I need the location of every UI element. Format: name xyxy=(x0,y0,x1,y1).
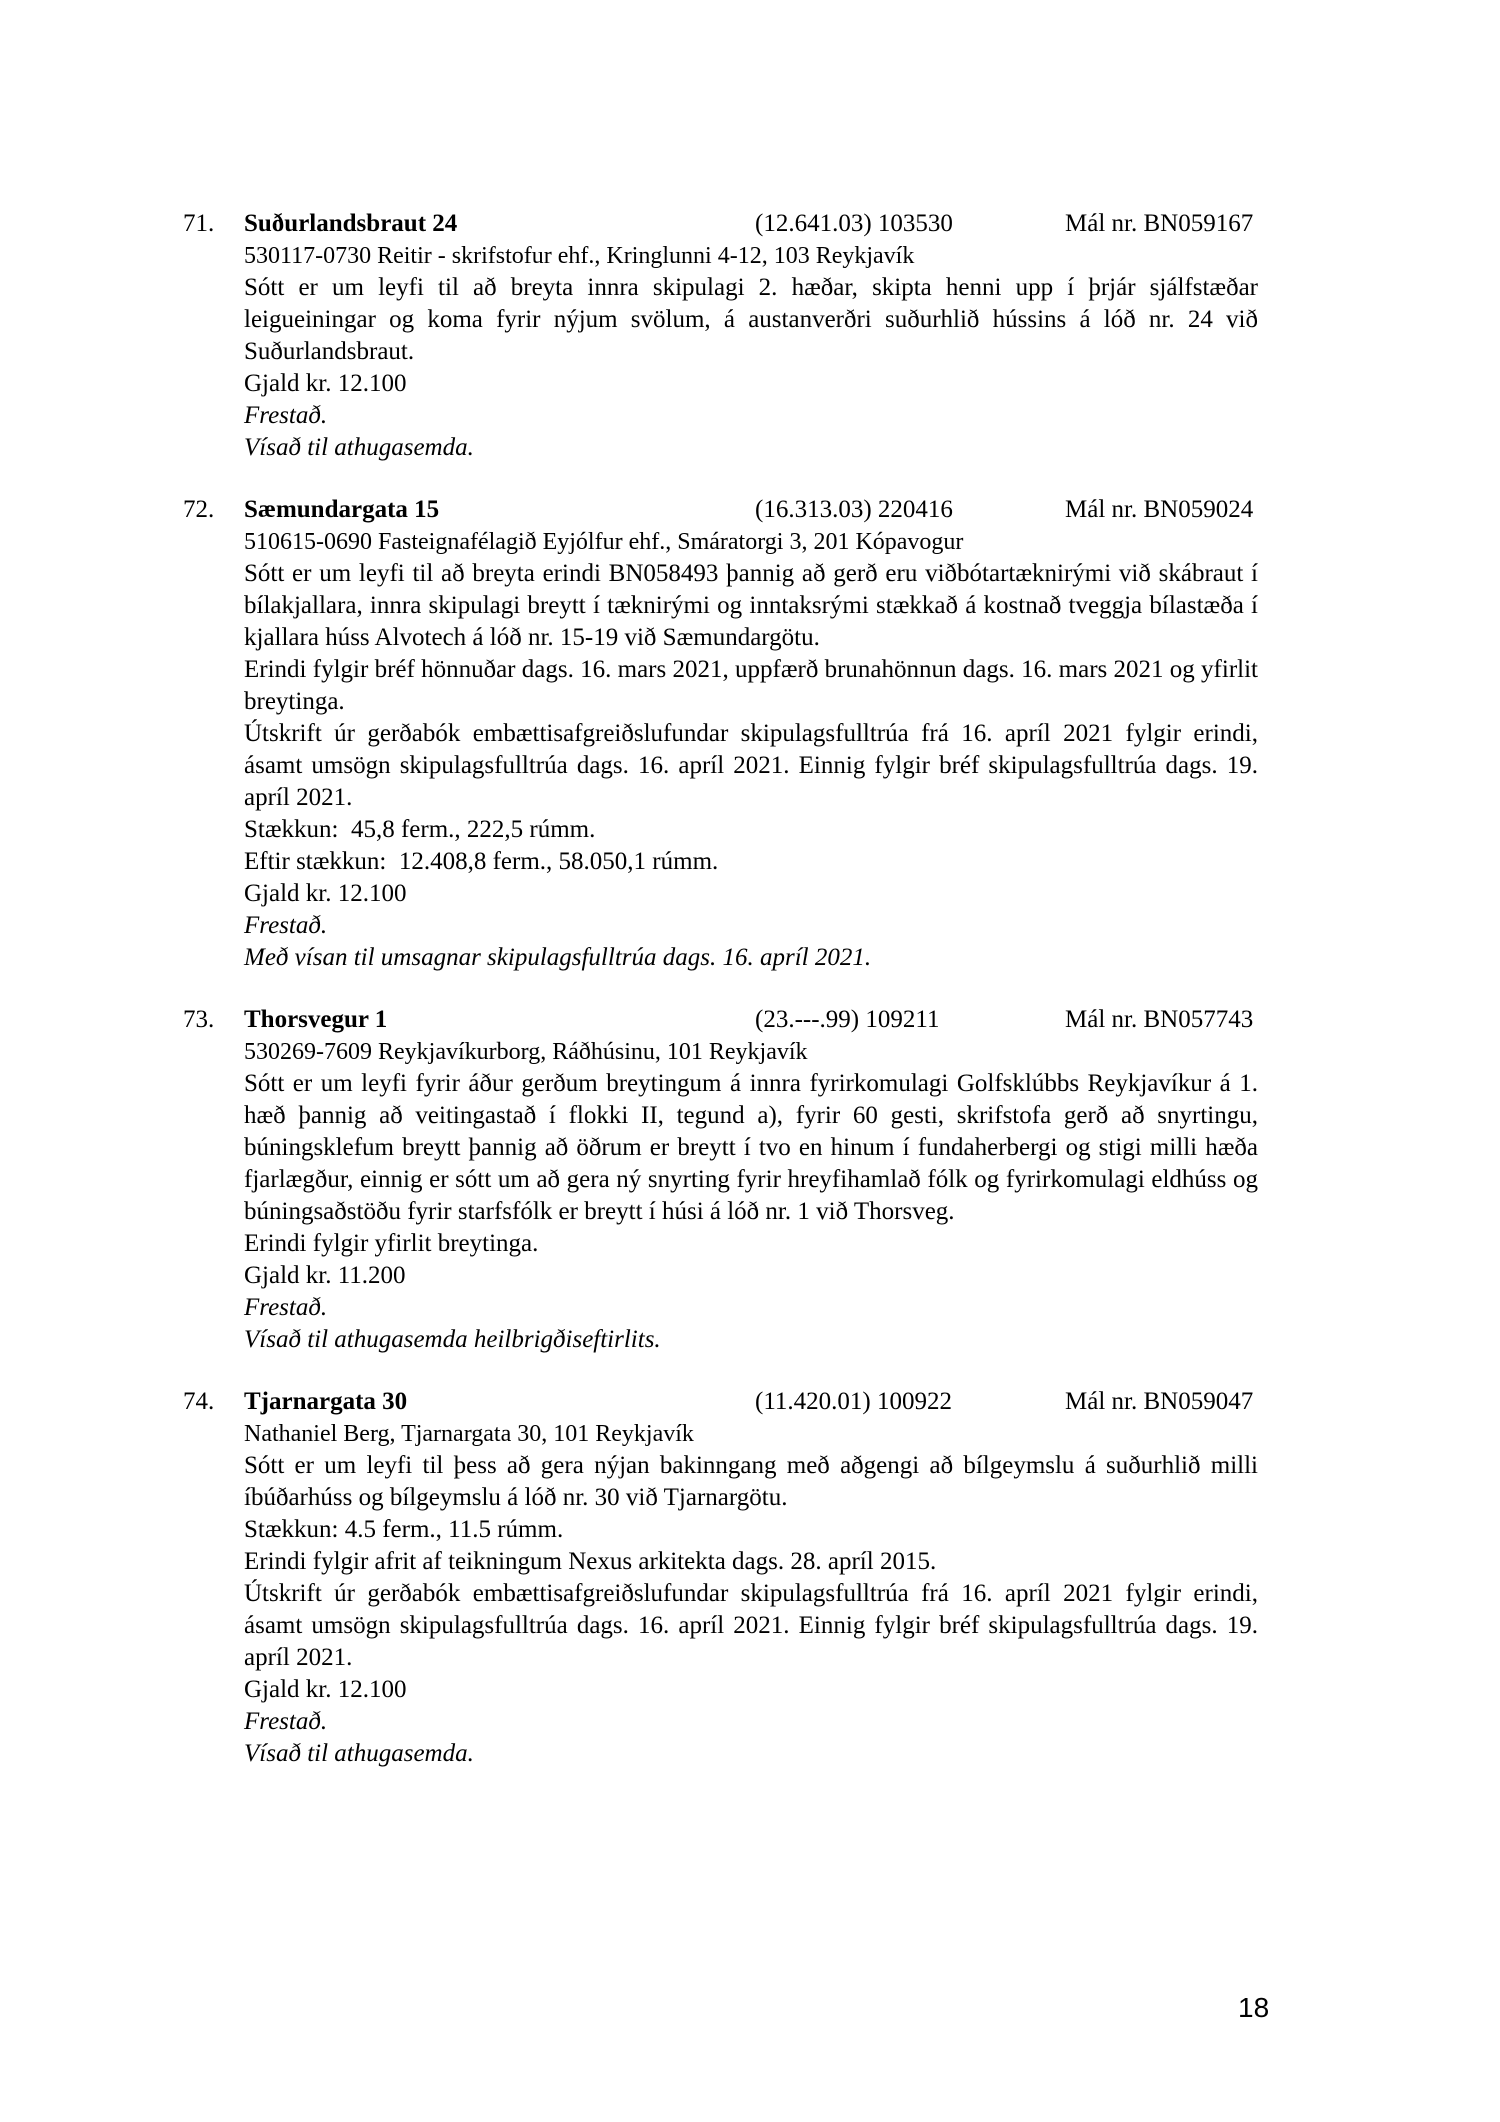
item-header xyxy=(183,494,1272,526)
text-line: Erindi fylgir bréf hönnuðar dags. 16. mars 2021, uppfærð brunahönnun dags. 16. mars 2021 og yfirlit breytinga. xyxy=(244,656,1258,715)
text-line: Stækkun: 45,8 ferm., 222,5 rúmm. xyxy=(244,816,596,843)
text-line: Sótt er um leyfi fyrir áður gerðum breytingum á innra fyrirkomulagi Golfsklúbbs Reykjavíkur á 1. hæð þannig að veitingastað í flokki II, tegund a), fyrir 60 gesti, skrifstofa gerð að snyrtingu, búningsklefum breytt þannig að öðrum er breytt í tvo en hinum í fundaherbergi og stigi milli hæða fjarlægður, einnig er sótt um að gera ný snyrting fyrir hreyfihamlað fólk og fyrirkomulagi eldhúss og búningsaðstöðu fyrir starfsfólk er breytt í húsi á lóð nr. 1 við Thorsveg. xyxy=(244,1070,1258,1225)
text-line: Gjald kr. 12.100 xyxy=(244,1676,407,1703)
status-line: Frestað. xyxy=(244,1294,328,1321)
text-line: Gjald kr. 12.100 xyxy=(244,370,407,397)
item-body xyxy=(244,1450,1258,1770)
text-line: Útskrift úr gerðabók embættisafgreiðslufundar skipulagsfulltrúa frá 16. apríl 2021 fylgir erindi, ásamt umsögn skipulagsfulltrúa dags. 16. apríl 2021. Einnig fylgir bréf skipulagsfulltrúa dags. 19. apríl 2021. xyxy=(244,720,1258,811)
status-line: Vísað til athugasemda. xyxy=(244,1740,474,1767)
status-line: Vísað til athugasemda. xyxy=(244,434,474,461)
status-line: Með vísan til umsagnar skipulagsfulltrúa dags. 16. apríl 2021. xyxy=(244,944,872,971)
item-number: 72. xyxy=(183,496,215,523)
item-property-code: (11.420.01) 100922 xyxy=(755,1388,952,1415)
item-header xyxy=(183,1004,1272,1036)
item-applicant: 530117-0730 Reitir - skrifstofur ehf., Kringlunni 4-12, 103 Reykjavík xyxy=(244,243,915,269)
agenda-item xyxy=(183,494,1272,974)
item-property-code: (16.313.03) 220416 xyxy=(755,496,953,523)
item-applicant: 510615-0690 Fasteignafélagið Eyjólfur ehf., Smáratorgi 3, 201 Kópavogur xyxy=(244,529,964,555)
item-body xyxy=(244,558,1258,974)
text-line: Útskrift úr gerðabók embættisafgreiðslufundar skipulagsfulltrúa frá 16. apríl 2021 fylgir erindi, ásamt umsögn skipulagsfulltrúa dags. 16. apríl 2021. Einnig fylgir bréf skipulagsfulltrúa dags. 19. apríl 2021. xyxy=(244,1580,1258,1671)
item-header xyxy=(183,1386,1272,1418)
item-header xyxy=(183,208,1272,240)
item-address: Sæmundargata 15 xyxy=(244,496,440,523)
item-case-number: Mál nr. BN057743 xyxy=(1065,1006,1254,1033)
item-case-number: Mál nr. BN059047 xyxy=(1065,1388,1254,1415)
item-body xyxy=(244,1068,1258,1356)
item-number: 71. xyxy=(183,210,215,237)
item-address: Suðurlandsbraut 24 xyxy=(244,210,458,237)
text-line: Sótt er um leyfi til þess að gera nýjan bakinngang með aðgengi að bílgeymslu á suðurhlið milli íbúðarhúss og bílgeymslu á lóð nr. 30 við Tjarnargötu. xyxy=(244,1452,1258,1511)
item-case-number: Mál nr. BN059167 xyxy=(1065,210,1254,237)
agenda-item xyxy=(183,1386,1272,1770)
text-line: Gjald kr. 11.200 xyxy=(244,1262,406,1289)
text-line: Stækkun: 4.5 ferm., 11.5 rúmm. xyxy=(244,1516,564,1543)
agenda-item xyxy=(183,1004,1272,1356)
text-line: Erindi fylgir yfirlit breytinga. xyxy=(244,1230,539,1257)
text-line: Eftir stækkun: 12.408,8 ferm., 58.050,1 rúmm. xyxy=(244,848,719,875)
page-number: 18 xyxy=(1238,1992,1270,2023)
item-body xyxy=(244,272,1258,464)
item-applicant: 530269-7609 Reykjavíkurborg, Ráðhúsinu, 101 Reykjavík xyxy=(244,1039,808,1065)
text-line: Erindi fylgir afrit af teikningum Nexus arkitekta dags. 28. apríl 2015. xyxy=(244,1548,937,1575)
text-line: Sótt er um leyfi til að breyta erindi BN058493 þannig að gerð eru viðbótartæknirými við skábraut í bílakjallara, innra skipulagi breytt í tæknirými og inntaksrými stækkað á kostnað tveggja bílastæða í kjallara húss Alvotech á lóð nr. 15-19 við Sæmundargötu. xyxy=(244,560,1258,651)
item-property-code: (12.641.03) 103530 xyxy=(755,210,953,237)
status-line: Frestað. xyxy=(244,1708,328,1735)
status-line: Frestað. xyxy=(244,402,328,429)
agenda-items xyxy=(183,208,1272,1800)
item-number: 74. xyxy=(183,1388,215,1415)
item-number: 73. xyxy=(183,1006,215,1033)
item-property-code: (23.---.99) 109211 xyxy=(755,1006,940,1033)
item-address: Tjarnargata 30 xyxy=(244,1388,408,1415)
status-line: Frestað. xyxy=(244,912,328,939)
text-line: Sótt er um leyfi til að breyta innra skipulagi 2. hæðar, skipta henni upp í þrjár sjálfstæðar leigueiningar og koma fyrir nýjum svölum, á austanverðri suðurhlið hússins á lóð nr. 24 við Suðurlandsbraut. xyxy=(244,274,1258,365)
status-line: Vísað til athugasemda heilbrigðiseftirlits. xyxy=(244,1326,661,1353)
item-case-number: Mál nr. BN059024 xyxy=(1065,496,1254,523)
agenda-item xyxy=(183,208,1272,464)
item-applicant: Nathaniel Berg, Tjarnargata 30, 101 Reykjavík xyxy=(244,1421,694,1447)
item-address: Thorsvegur 1 xyxy=(244,1006,388,1033)
text-line: Gjald kr. 12.100 xyxy=(244,880,407,907)
